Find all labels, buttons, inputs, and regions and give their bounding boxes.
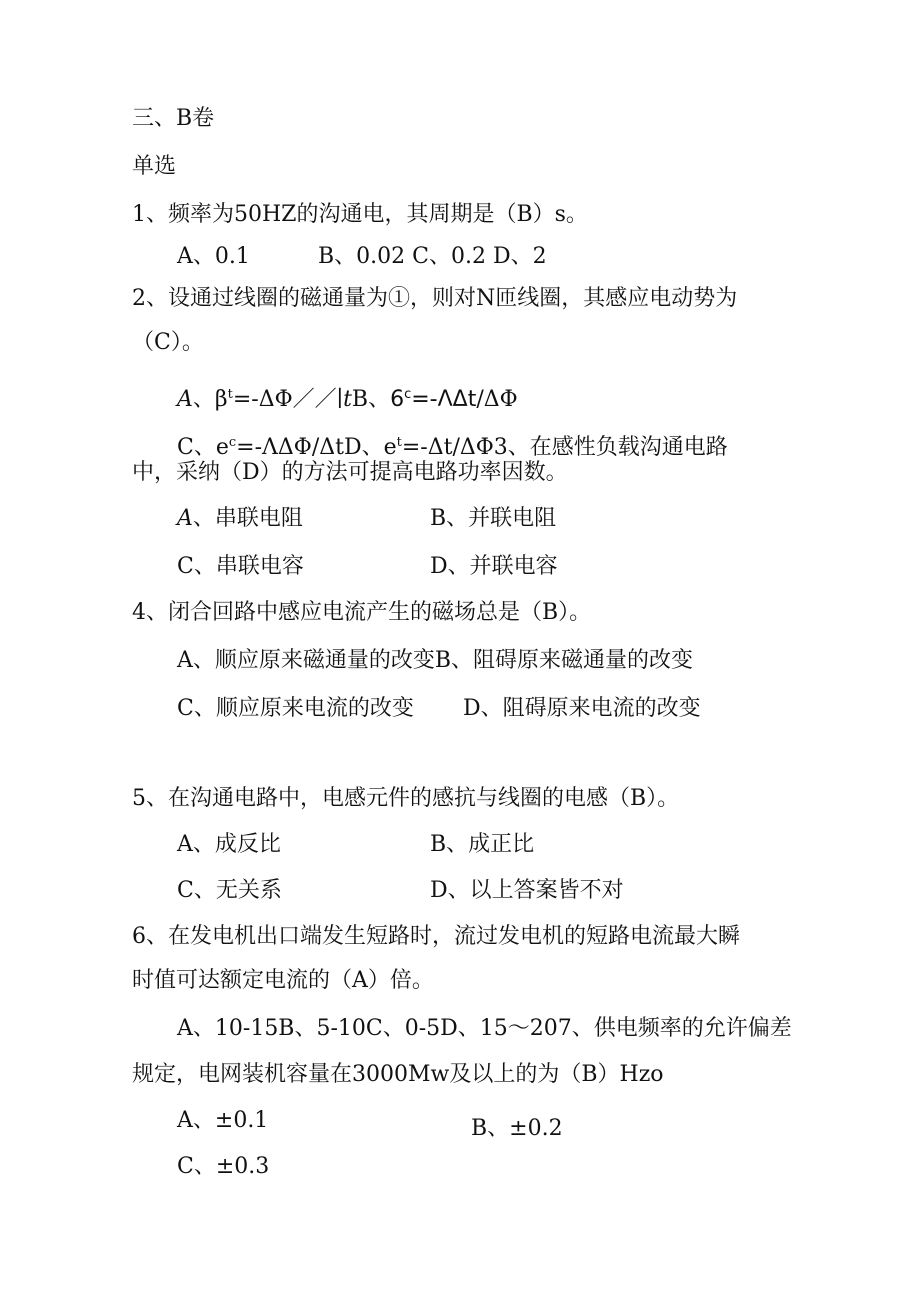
q7-stem-line2: 规定，电网装机容量在3000Mw及以上的为（B）Hzo <box>132 1062 664 1087</box>
q6-options-and-q7-stem: A、10-15B、5-10C、0-5D、15～207、供电频率的允许偏差 <box>177 1016 792 1041</box>
section-title: 三、B卷 <box>132 106 215 131</box>
q4-option-d: D、阻碍原来电流的改变 <box>463 696 701 721</box>
q5-option-c: C、无关系 <box>177 878 282 903</box>
q2-opt-d-rest: =-Δt/ΔΦ3、在感性负载沟通电路 <box>401 435 728 460</box>
q5-option-a: A、成反比 <box>177 832 281 857</box>
q2-opt-c-prefix: C、e <box>177 435 229 460</box>
q2-options-ab <box>177 380 518 415</box>
q5-stem: 5、在沟通电路中，电感元件的感抗与线圈的电感（B）。 <box>132 786 680 811</box>
q2-opt-a-mid: 、β <box>192 387 228 412</box>
q2-opt-a-prefix: A <box>177 387 193 412</box>
q1-option-a: A、0.1 <box>177 244 250 269</box>
q2-opt-b-rest: =-ΛΔt <box>411 387 477 412</box>
q2-opt-b-sup: c <box>404 387 412 402</box>
q3-option-b: B、并联电阻 <box>430 506 557 531</box>
q7-option-c: C、±0.3 <box>177 1154 270 1179</box>
q2-stem-line1: 2、设通过线圈的磁通量为①，则对N匝线圈，其感应电动势为 <box>132 286 738 311</box>
q2-opt-b-head: 6 <box>390 387 405 412</box>
q1-options-bcd: B、0.02 C、0.2 D、2 <box>318 244 547 269</box>
q5-option-b: B、成正比 <box>430 832 535 857</box>
subsection-heading: 单选 <box>132 154 177 179</box>
q6-stem-line2: 时值可达额定电流的（A）倍。 <box>132 968 434 993</box>
q2-opt-b-label: B、 <box>351 387 391 412</box>
q3-option-d: D、并联电容 <box>430 554 558 579</box>
q3-opt-a-text: 、串联电阻 <box>192 506 303 531</box>
q3-stem-line2: 中，采纳（D）的方法可提高电路功率因数。 <box>132 460 568 485</box>
q7-option-b: B、±0.2 <box>471 1116 563 1141</box>
q1-stem: 1、频率为50HZ的沟通电，其周期是（B）s。 <box>132 202 588 227</box>
q7-option-a: A、±0.1 <box>177 1108 269 1133</box>
q2-stem-line2: （C）。 <box>132 330 204 355</box>
q3-option-a-row <box>177 504 303 534</box>
q4-options-ab: A、顺应原来磁通量的改变B、阻碍原来磁通量的改变 <box>177 648 694 673</box>
q3-opt-a-letter: A <box>177 506 193 531</box>
q2-opt-a-sup: t <box>227 387 233 402</box>
q2-opt-c-rest: =-ΛΔΦ/ΔtD、e <box>236 435 397 460</box>
q2-opt-c-sup: c <box>228 435 237 450</box>
q6-stem-line1: 6、在发电机出口端发生短路时，流过发电机的短路电流最大瞬 <box>132 924 740 949</box>
q2-opt-b-tail: /ΔΦ <box>476 387 518 412</box>
q5-option-d: D、以上答案皆不对 <box>430 878 624 903</box>
q2-opt-a-t: t <box>343 387 352 412</box>
q4-stem: 4、闭合回路中感应电流产生的磁场总是（B）。 <box>132 600 592 625</box>
q3-option-c: C、串联电容 <box>177 554 304 579</box>
q4-option-c: C、顺应原来电流的改变 <box>177 696 414 721</box>
q2-opt-a-rest: =-ΔΦ／／∣ <box>232 387 344 412</box>
q2-opt-d-sup: t <box>396 435 402 450</box>
